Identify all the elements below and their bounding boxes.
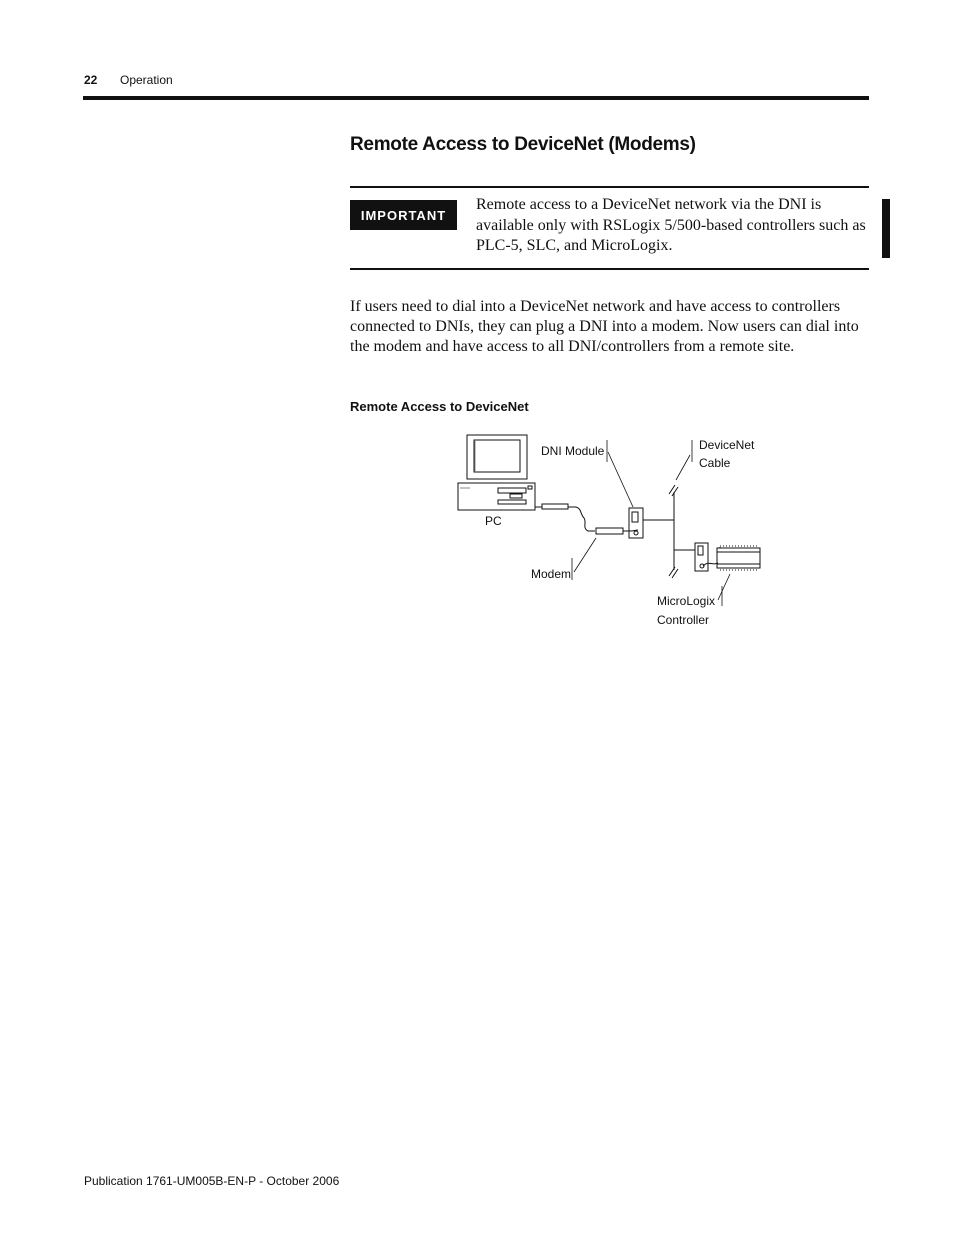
footer-publication: Publication 1761-UM005B-EN-P - October 2006 [84, 1174, 340, 1188]
important-bottom-rule [350, 268, 869, 270]
label-devicenet-cable-2: Cable [699, 456, 731, 470]
dni-module-icon [629, 508, 674, 538]
modem-icon [596, 528, 638, 534]
important-top-rule [350, 186, 869, 188]
label-devicenet-cable-1: DeviceNet [699, 438, 755, 452]
body-paragraph: If users need to dial into a DeviceNet network and have access to controllers connected to DNIs, they can plug a DNI into a modem. Now users can dial into the modem and have access to all DNI/controllers from a remote site. [350, 298, 859, 355]
change-bar [882, 199, 890, 258]
label-dni-module: DNI Module [541, 444, 605, 458]
serial-cable [535, 504, 595, 531]
important-text: Remote access to a DeviceNet network via the DNI is available only with RSLogix 5/500-based controllers such as PLC-5, SLC, and MicroLogix. [476, 196, 866, 254]
label-micrologix-2: Controller [657, 613, 710, 627]
network-diagram [430, 430, 790, 640]
header-rule [83, 96, 869, 100]
section-title: Remote Access to DeviceNet (Modems) [350, 134, 696, 155]
figure-caption: Remote Access to DeviceNet [350, 399, 529, 414]
devicenet-trunk [669, 485, 695, 578]
header-section-name: Operation [120, 73, 173, 87]
pc-icon [458, 435, 535, 510]
micrologix-controller-icon [695, 543, 760, 571]
important-badge: IMPORTANT [350, 200, 457, 230]
label-pc: PC [485, 514, 502, 528]
page-number: 22 [84, 73, 98, 87]
label-micrologix-1: MicroLogix [657, 594, 716, 608]
label-modem: Modem [531, 567, 572, 581]
